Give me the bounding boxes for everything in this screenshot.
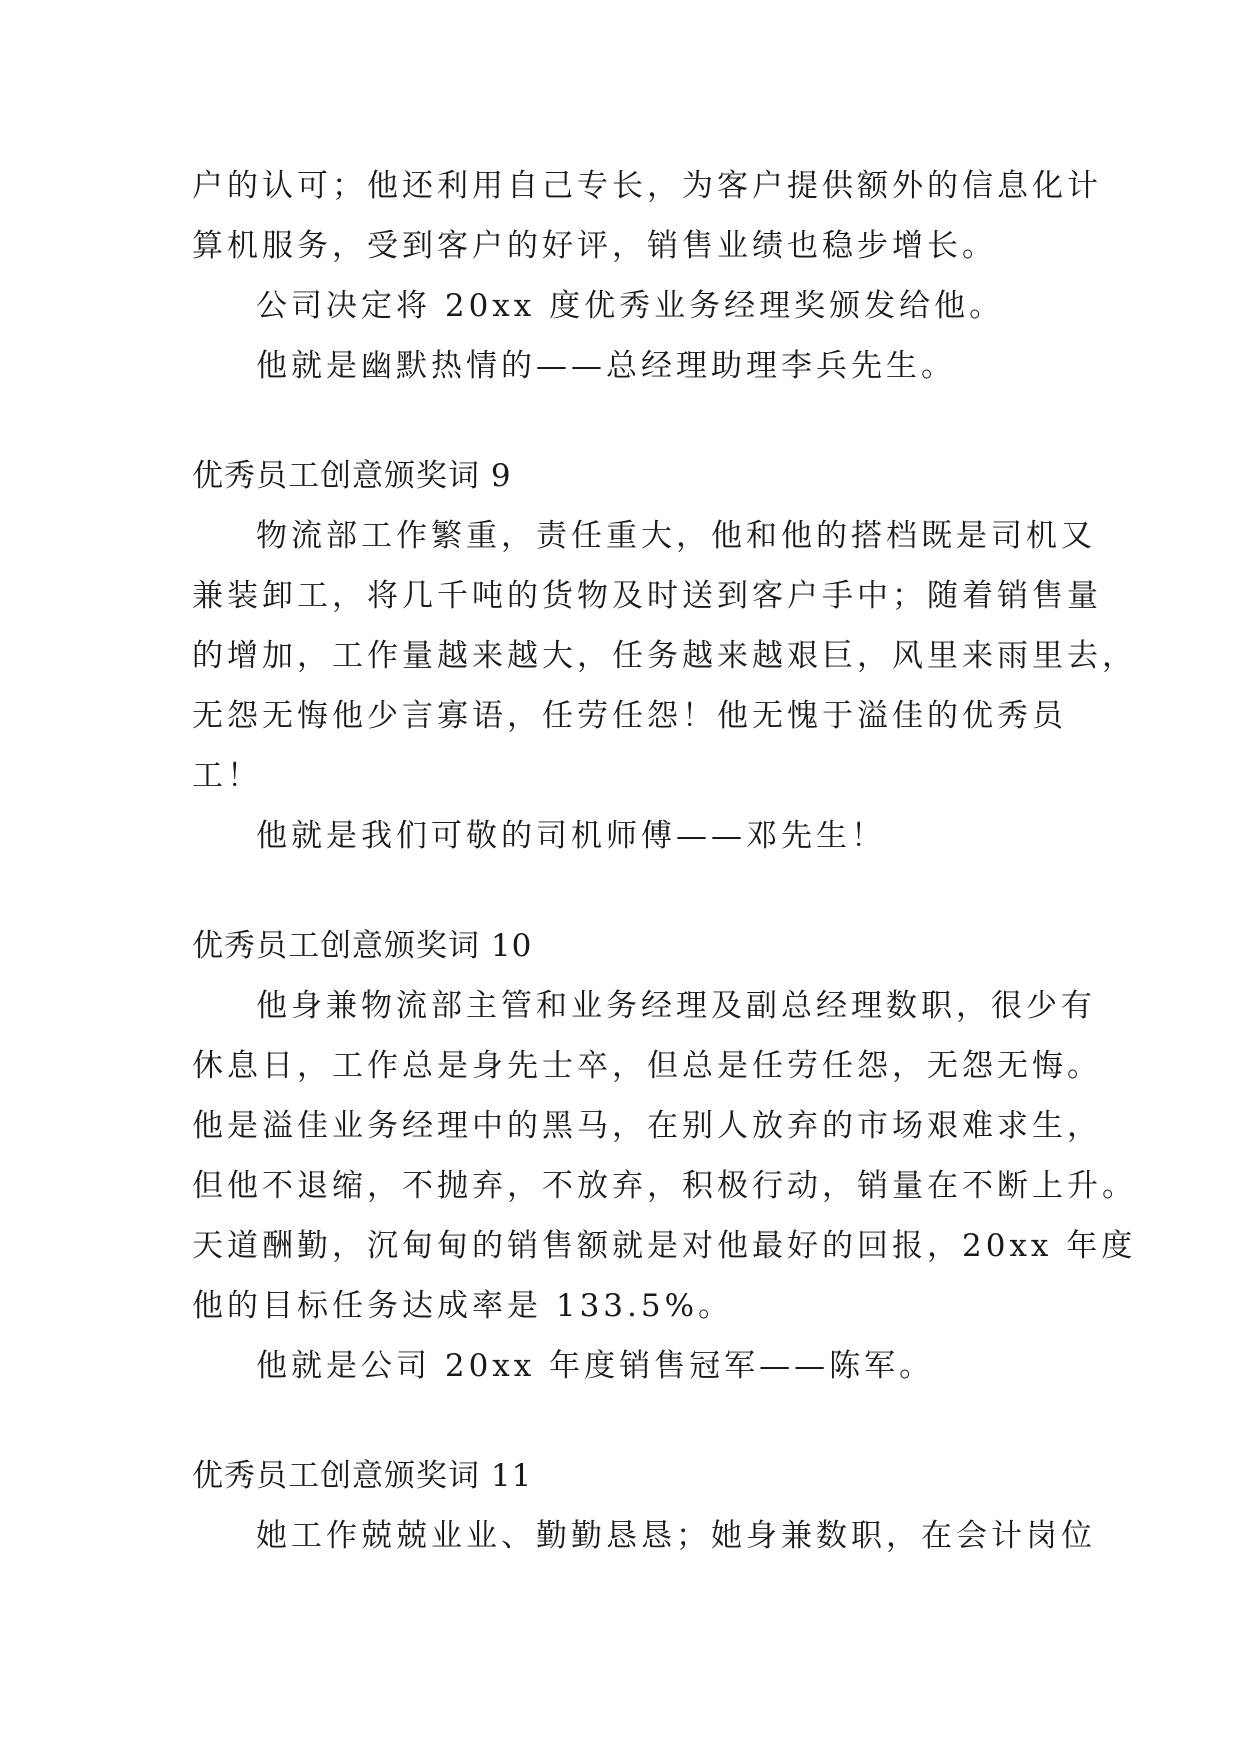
section-heading: 优秀员工创意颁奖词 10 — [192, 928, 533, 964]
paragraph-line: 兼装卸工，将几千吨的货物及时送到客户手中；随着销售量 — [192, 578, 1102, 614]
paragraph-line: 他就是公司 20xx 年度销售冠军——陈军。 — [256, 1348, 935, 1384]
paragraph-line: 他就是幽默热情的——总经理助理李兵先生。 — [256, 348, 956, 384]
paragraph-line: 算机服务，受到客户的好评，销售业绩也稳步增长。 — [192, 228, 997, 264]
paragraph-line: 他是溢佳业务经理中的黑马，在别人放弃的市场艰难求生， — [192, 1108, 1102, 1144]
paragraph-line: 工！ — [192, 758, 262, 794]
section-heading: 优秀员工创意颁奖词 9 — [192, 458, 512, 494]
paragraph-line: 公司决定将 20xx 度优秀业务经理奖颁发给他。 — [256, 288, 1005, 324]
paragraph-line: 她工作兢兢业业、勤勤恳恳；她身兼数职，在会计岗位 — [256, 1518, 1096, 1554]
paragraph-line: 他身兼物流部主管和业务经理及副总经理数职，很少有 — [256, 988, 1096, 1024]
paragraph-line: 的增加，工作量越来越大，任务越来越艰巨，风里来雨里去， — [192, 638, 1137, 674]
paragraph-line: 他的目标任务达成率是 133.5%。 — [192, 1288, 734, 1324]
paragraph-line: 户的认可；他还利用自己专长，为客户提供额外的信息化计 — [192, 168, 1102, 204]
paragraph-line: 无怨无悔他少言寡语，任劳任怨！他无愧于溢佳的优秀员 — [192, 698, 1067, 734]
paragraph-line: 物流部工作繁重，责任重大，他和他的搭档既是司机又 — [256, 518, 1096, 554]
paragraph-line: 但他不退缩，不抛弃，不放弃，积极行动，销量在不断上升。 — [192, 1168, 1137, 1204]
paragraph-line: 天道酬勤，沉甸甸的销售额就是对他最好的回报，20xx 年度 — [192, 1228, 1137, 1264]
paragraph-line: 休息日，工作总是身先士卒，但总是任劳任怨，无怨无悔。 — [192, 1048, 1102, 1084]
section-heading: 优秀员工创意颁奖词 11 — [192, 1458, 533, 1494]
paragraph-line: 他就是我们可敬的司机师傅——邓先生！ — [256, 818, 886, 854]
